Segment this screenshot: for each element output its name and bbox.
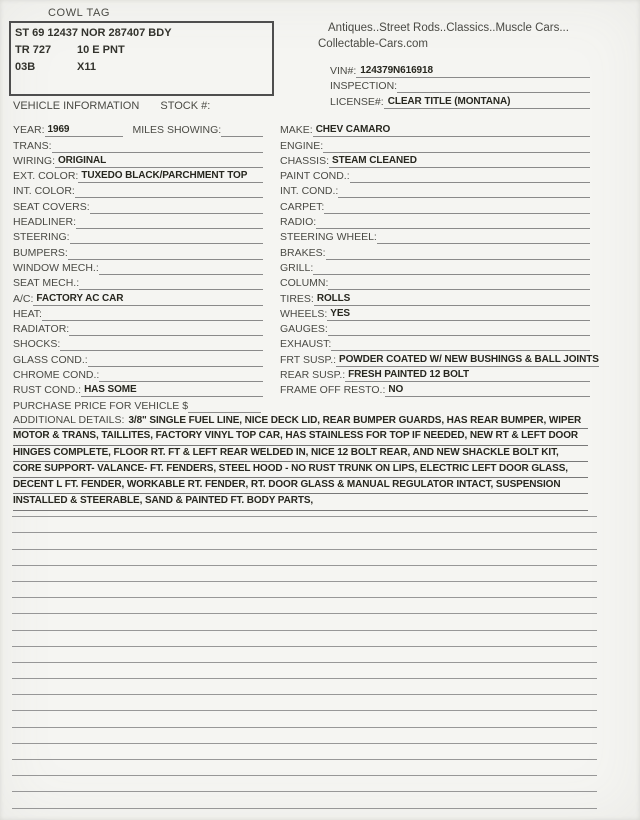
form-cell-left <box>13 292 263 306</box>
field-label: GRILL: <box>280 261 314 274</box>
field-label: WHEELS: <box>280 307 328 320</box>
field-value: 1969 <box>45 123 123 137</box>
field-value <box>52 152 263 153</box>
field-label: REAR SUSP.: <box>280 369 346 382</box>
blank-note-line <box>12 598 597 614</box>
form-cell-right <box>280 170 590 183</box>
blank-note-line <box>12 647 597 663</box>
additional-details-text: DECENT L FT. FENDER, WORKABLE RT. FENDER, RT. DOOR GLASS & MANUAL REGULATOR INTACT, SUSPENSION <box>13 479 561 491</box>
additional-details-line <box>13 478 588 494</box>
field-value <box>76 228 263 229</box>
field-value <box>79 289 263 290</box>
additional-details-line <box>13 462 588 478</box>
form-row <box>13 290 590 305</box>
form-row <box>13 198 590 213</box>
field-value <box>377 243 590 244</box>
blank-note-line <box>12 744 597 760</box>
field-value <box>88 366 263 367</box>
form-cell-right <box>280 307 590 321</box>
field-value: STEAM CLEANED <box>329 154 590 168</box>
blank-note-line <box>12 566 597 582</box>
inspection-field <box>330 78 590 94</box>
form-row <box>13 153 590 168</box>
id-fields <box>330 62 590 109</box>
field-label: CHASSIS: <box>280 154 330 167</box>
field-label: EXHAUST: <box>280 338 332 351</box>
form-cell-left <box>13 123 263 137</box>
form-row <box>13 229 590 244</box>
field-value <box>99 274 263 275</box>
field-value <box>70 243 263 244</box>
additional-details-line <box>13 413 588 429</box>
field-label: BRAKES: <box>280 246 326 259</box>
form-row <box>13 397 590 412</box>
form-cell-left <box>13 247 263 260</box>
form-row <box>13 168 590 183</box>
form-cell-right <box>280 154 590 168</box>
blank-note-line <box>12 711 597 727</box>
field-label: WINDOW MECH.: <box>13 261 99 274</box>
vehicle-information-label: VEHICLE INFORMATION <box>13 100 140 112</box>
additional-details-label: ADDITIONAL DETAILS: <box>13 414 125 426</box>
field-value <box>99 381 263 382</box>
cowl-tag-line1: ST 69 12437 NOR 287407 BDY <box>15 27 172 39</box>
field-value <box>42 320 263 321</box>
blank-note-line <box>12 760 597 776</box>
form-cell-left <box>13 169 263 183</box>
field-label: A/C: <box>13 292 34 305</box>
additional-details-text: HINGES COMPLETE, FLOOR RT. FT & LEFT REAR WELDED IN, NICE 12 BOLT REAR, AND NEW SHACKLE BOLT KIT, <box>13 446 559 458</box>
field-value <box>221 136 263 137</box>
form-cell-right <box>280 368 590 382</box>
form-cell-left <box>13 277 263 290</box>
cowl-tag-row <box>15 59 268 76</box>
vehicle-condition-form <box>13 122 599 413</box>
additional-details-text: CORE SUPPORT- VALANCE- FT. FENDERS, STEEL HOOD - NO RUST TRUNK ON LIPS, ELECTRIC LEFT DOOR GLASS, <box>13 462 568 474</box>
blank-note-line <box>12 776 597 792</box>
form-cell-right <box>280 353 599 367</box>
form-cell-right <box>280 201 590 214</box>
field-value <box>326 259 590 260</box>
inspection-value <box>397 92 590 93</box>
form-row <box>13 260 590 275</box>
additional-details-line <box>13 429 588 445</box>
blank-notes-area <box>12 501 597 820</box>
form-row <box>13 367 590 382</box>
form-cell-right <box>280 292 590 306</box>
field-value <box>331 350 590 351</box>
field-label: PURCHASE PRICE FOR VEHICLE $ <box>13 399 189 412</box>
field-value <box>323 152 590 153</box>
field-label: PAINT COND.: <box>280 170 350 183</box>
form-cell-left <box>13 216 263 229</box>
blank-note-line <box>12 663 597 679</box>
field-value <box>60 350 263 351</box>
field-value <box>338 197 590 198</box>
field-value <box>324 213 590 214</box>
field-value: TUXEDO BLACK/PARCHMENT TOP <box>78 169 263 183</box>
vin-field <box>330 62 590 78</box>
field-label: MILES SHOWING: <box>132 124 222 137</box>
form-cell-right <box>280 383 590 397</box>
additional-details-text: INSTALLED & STEERABLE, SAND & PAINTED FT. BODY PARTS, <box>13 495 314 507</box>
field-value <box>328 335 590 336</box>
field-label: STEERING: <box>13 231 70 244</box>
field-label: FRT SUSP.: <box>280 353 337 366</box>
field-value: POWDER COATED W/ NEW BUSHINGS & BALL JOINTS <box>336 353 599 367</box>
form-cell-right <box>280 216 590 229</box>
additional-details-line <box>13 446 588 462</box>
field-label: WIRING: <box>13 154 55 167</box>
field-value <box>68 259 263 260</box>
form-cell-left <box>13 383 263 397</box>
vehicle-information-row <box>13 100 210 112</box>
vin-label: VIN#: <box>330 64 357 77</box>
blank-note-line <box>12 631 597 647</box>
dealer-tagline: Antiques..Street Rods..Classics..Muscle Cars... <box>328 22 569 34</box>
field-value: ORIGINAL <box>55 154 263 168</box>
form-cell-right <box>280 185 590 198</box>
field-value: ROLLS <box>314 292 590 306</box>
form-cell-left <box>13 323 263 336</box>
form-cell-right <box>280 323 590 336</box>
cowl-tag-row <box>15 42 268 59</box>
field-value: YES <box>327 307 590 321</box>
form-cell-left <box>13 400 263 413</box>
form-row <box>13 214 590 229</box>
field-label: CHROME COND.: <box>13 369 100 382</box>
field-label: CARPET: <box>280 200 325 213</box>
field-value <box>90 213 263 214</box>
form-cell-left <box>13 201 263 214</box>
form-cell-left <box>13 185 263 198</box>
form-cell-right <box>280 262 590 275</box>
form-row <box>13 351 599 366</box>
field-value <box>328 289 590 290</box>
form-row <box>13 275 590 290</box>
cowl-tag-date-code: 03B <box>15 61 36 73</box>
field-label: COLUMN: <box>280 277 329 290</box>
blank-note-line <box>12 550 597 566</box>
form-cell-left <box>13 308 263 321</box>
blank-note-line <box>12 679 597 695</box>
additional-details-text: 3/8" SINGLE FUEL LINE, NICE DECK LID, REAR BUMPER GUARDS, HAS REAR BUMPER, WIPER <box>128 415 582 426</box>
additional-details-text: MOTOR & TRANS, TAILLITES, FACTORY VINYL TOP CAR, HAS STAINLESS FOR TOP IF NEEDED, NEW RT & LEFT DOOR <box>13 430 579 442</box>
stock-number-label: STOCK #: <box>160 100 211 112</box>
form-row <box>13 321 590 336</box>
field-label: SEAT MECH.: <box>13 277 80 290</box>
field-value: CHEV CAMARO <box>313 123 590 137</box>
field-label: STEERING WHEEL: <box>280 231 377 244</box>
field-label: RADIATOR: <box>13 323 70 336</box>
form-cell-right <box>280 338 590 351</box>
field-label: TIRES: <box>280 292 314 305</box>
field-value: NO <box>385 383 590 397</box>
field-label: RADIO: <box>280 216 317 229</box>
license-field <box>330 93 590 109</box>
blank-note-line <box>12 501 597 517</box>
field-label: BUMPERS: <box>13 246 68 259</box>
form-row <box>13 306 590 321</box>
blank-note-line <box>12 809 597 820</box>
vin-value: 124379N616918 <box>356 64 590 78</box>
form-cell-right <box>280 247 590 260</box>
form-row <box>13 336 590 351</box>
blank-note-line <box>12 728 597 744</box>
blank-note-line <box>12 533 597 549</box>
field-value: HAS SOME <box>81 383 263 397</box>
cowl-tag-trim-code: TR 727 <box>15 44 52 56</box>
license-value: CLEAR TITLE (MONTANA) <box>384 95 590 109</box>
form-row <box>13 382 590 397</box>
form-cell-left <box>13 154 263 168</box>
additional-details-section <box>13 413 588 511</box>
form-row <box>13 244 590 259</box>
field-value <box>75 197 263 198</box>
form-cell-right <box>280 277 590 290</box>
field-label: FRAME OFF RESTO.: <box>280 384 386 397</box>
field-label: INT. COLOR: <box>13 185 75 198</box>
field-label: RUST COND.: <box>13 384 82 397</box>
cowl-tag-row <box>15 25 268 42</box>
form-cell-right <box>280 123 590 137</box>
field-label: HEADLINER: <box>13 216 77 229</box>
form-cell-right <box>280 231 590 244</box>
cowl-tag-option-code: X11 <box>77 61 96 73</box>
blank-note-line <box>12 614 597 630</box>
form-cell-left <box>13 231 263 244</box>
blank-note-line <box>12 582 597 598</box>
form-cell-left <box>13 338 263 351</box>
field-value <box>316 228 590 229</box>
field-label: EXT. COLOR: <box>13 170 79 183</box>
blank-note-line <box>12 517 597 533</box>
field-label: YEAR: <box>13 124 45 137</box>
field-label: INT. COND.: <box>280 185 339 198</box>
field-label: ENGINE: <box>280 139 324 152</box>
field-label: MAKE: <box>280 124 313 137</box>
form-row <box>13 183 590 198</box>
field-label: TRANS: <box>13 139 52 152</box>
field-label: HEAT: <box>13 307 42 320</box>
dealer-website: Collectable-Cars.com <box>318 38 428 50</box>
field-value <box>350 182 590 183</box>
form-cell-left <box>13 262 263 275</box>
form-row <box>13 122 590 137</box>
form-cell-left <box>13 354 263 367</box>
field-value: FRESH PAINTED 12 BOLT <box>345 368 590 382</box>
field-value <box>69 335 263 336</box>
form-row <box>13 137 590 152</box>
blank-note-line <box>12 695 597 711</box>
form-cell-left <box>13 369 263 382</box>
field-value: FACTORY AC CAR <box>33 292 263 306</box>
form-cell-left <box>13 140 263 153</box>
cowl-tag-label: COWL TAG <box>48 7 111 19</box>
field-label: GAUGES: <box>280 323 328 336</box>
field-label: GLASS COND.: <box>13 353 88 366</box>
field-value <box>313 274 590 275</box>
cowl-tag-paint-code: 10 E PNT <box>77 44 125 56</box>
field-label: SEAT COVERS: <box>13 200 90 213</box>
license-label: LICENSE#: <box>330 95 384 108</box>
form-cell-right <box>280 140 590 153</box>
blank-note-line <box>12 792 597 808</box>
inspection-label: INSPECTION: <box>330 80 398 92</box>
cowl-tag-box <box>9 21 274 96</box>
field-label: SHOCKS: <box>13 338 61 351</box>
